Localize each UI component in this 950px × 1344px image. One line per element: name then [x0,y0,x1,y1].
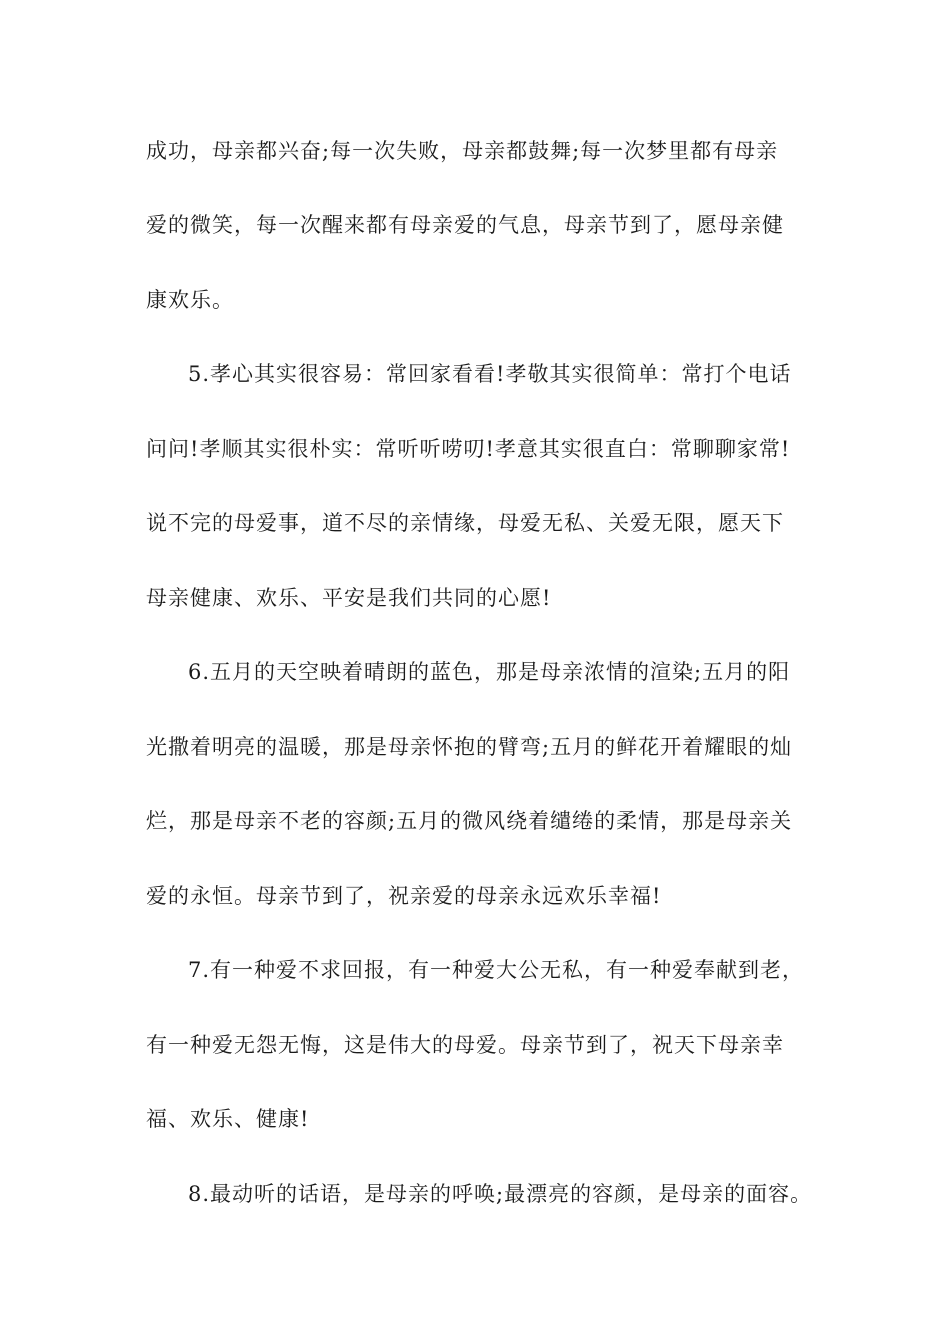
text-line: 康欢乐。 [146,288,234,312]
text-line: 光撒着明亮的温暖，那是母亲怀抱的臂弯;五月的鲜花开着耀眼的灿 [146,735,793,759]
paragraph-start-line: 5.孝心其实很容易：常回家看看!孝敬其实很简单：常打个电话 [188,362,792,386]
paragraph-start-line: 6.五月的天空映着晴朗的蓝色，那是母亲浓情的渲染;五月的阳 [188,660,791,684]
text-line: 爱的微笑，每一次醒来都有母亲爱的气息，母亲节到了，愿母亲健 [146,213,784,237]
text-line: 说不完的母爱事，道不尽的亲情缘，母爱无私、关爱无限，愿天下 [146,511,784,535]
text-line: 成功，母亲都兴奋;每一次失败，母亲都鼓舞;每一次梦里都有母亲 [146,139,779,163]
paragraph-start-line: 7.有一种爱不求回报，有一种爱大公无私，有一种爱奉献到老， [188,958,805,982]
text-line: 爱的永恒。母亲节到了，祝亲爱的母亲永远欢乐幸福! [146,884,662,908]
text-line: 烂，那是母亲不老的容颜;五月的微风绕着缱绻的柔情，那是母亲关 [146,809,793,833]
paragraph-start-line: 8.最动听的话语，是母亲的呼唤;最漂亮的容颜，是母亲的面容。 [188,1182,813,1206]
text-line: 福、欢乐、健康! [146,1107,310,1131]
text-line: 有一种爱无怨无悔，这是伟大的母爱。母亲节到了，祝天下母亲幸 [146,1033,784,1057]
text-line: 问问!孝顺其实很朴实：常听听唠叨!孝意其实很直白：常聊聊家常! [146,437,791,461]
text-line: 母亲健康、欢乐、平安是我们共同的心愿! [146,586,552,610]
